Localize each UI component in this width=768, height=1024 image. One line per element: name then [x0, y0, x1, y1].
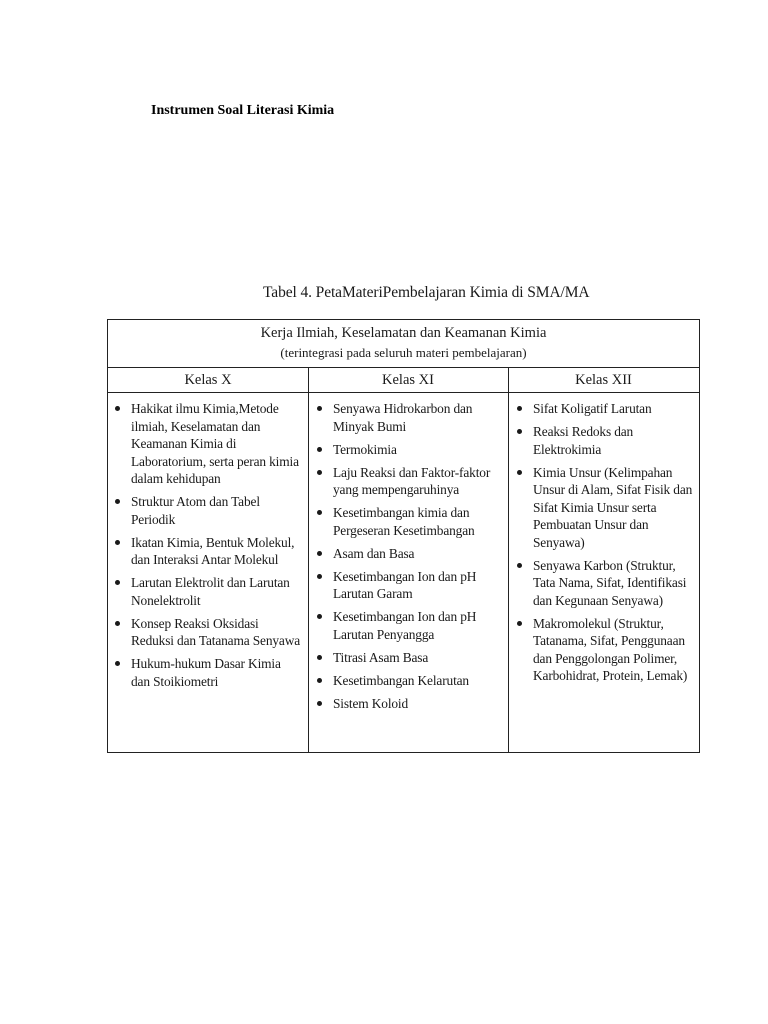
bullet-icon [517, 563, 522, 568]
list-item: Ikatan Kimia, Bentuk Molekul, dan Interaksi Antar Molekul [110, 534, 300, 569]
list-item: Struktur Atom dan Tabel Periodik [110, 493, 300, 528]
list-item: Hukum-hukum Dasar Kimia dan Stoikiometri [110, 655, 300, 690]
list-item: Sifat Koligatif Larutan [512, 400, 696, 418]
list-item: Konsep Reaksi Oksidasi Reduksi dan Tatanama Senyawa [110, 615, 300, 650]
table-banner [108, 320, 699, 368]
bullet-icon [517, 470, 522, 475]
list-item: Senyawa Karbon (Struktur, Tata Nama, Sifat, Identifikasi dan Kegunaan Senyawa) [512, 557, 696, 610]
bullet-icon [115, 499, 120, 504]
bullet-icon [317, 510, 322, 515]
list-item: Laju Reaksi dan Faktor-faktor yang mempengaruhinya [312, 464, 498, 499]
bullet-icon [317, 614, 322, 619]
bullet-icon [517, 621, 522, 626]
bullet-icon [317, 574, 322, 579]
bullet-icon [115, 661, 120, 666]
column-kelas-x [110, 400, 300, 696]
list-item: Kesetimbangan Ion dan pH Larutan Penyangga [312, 608, 498, 643]
column-header-kelas-xii: Kelas XII [575, 372, 632, 388]
bullet-icon [115, 580, 120, 585]
bullet-icon [115, 621, 120, 626]
material-map-table [107, 319, 700, 753]
list-item: Termokimia [312, 441, 498, 459]
list-item: Sistem Koloid [312, 695, 498, 713]
column-header-kelas-xi: Kelas XI [382, 372, 434, 388]
bullet-icon [115, 406, 120, 411]
list-item: Senyawa Hidrokarbon dan Minyak Bumi [312, 400, 498, 435]
list-item: Makromolekul (Struktur, Tatanama, Sifat, Penggunaan dan Penggolongan Polimer, Karbohidrat, Protein, Lemak) [512, 615, 696, 685]
column-kelas-xi [312, 400, 498, 718]
banner-title: Kerja Ilmiah, Keselamatan dan Keamanan Kimia [260, 325, 547, 341]
list-item: Asam dan Basa [312, 545, 498, 563]
bullet-icon [317, 701, 322, 706]
list-item: Kimia Unsur (Kelimpahan Unsur di Alam, Sifat Fisik dan Sifat Kimia Unsur serta Pembuatan Unsur dan Senyawa) [512, 464, 696, 552]
list-item: Titrasi Asam Basa [312, 649, 498, 667]
column-divider [308, 368, 309, 752]
bullet-icon [317, 655, 322, 660]
list-item: Hakikat ilmu Kimia,Metode ilmiah, Keselamatan dan Keamanan Kimia di Laboratorium, serta peran kimia dalam kehidupan [110, 400, 300, 488]
list-item: Kesetimbangan kimia dan Pergeseran Kesetimbangan [312, 504, 498, 539]
column-header-kelas-x: Kelas X [184, 372, 232, 388]
column-kelas-xii [512, 400, 696, 690]
bullet-icon [317, 447, 322, 452]
document-heading: Instrumen Soal Literasi Kimia [151, 103, 335, 118]
bullet-icon [317, 551, 322, 556]
column-divider [508, 368, 509, 752]
table-caption: Tabel 4. PetaMateriPembelajaran Kimia di SMA/MA [263, 284, 590, 301]
bullet-icon [317, 678, 322, 683]
bullet-icon [317, 406, 322, 411]
list-item: Larutan Elektrolit dan Larutan Nonelektrolit [110, 574, 300, 609]
bullet-icon [317, 470, 322, 475]
bullet-icon [517, 429, 522, 434]
list-item: Kesetimbangan Kelarutan [312, 672, 498, 690]
bullet-icon [115, 540, 120, 545]
column-header-row [108, 368, 699, 393]
bullet-icon [517, 406, 522, 411]
banner-subtitle: (terintegrasi pada seluruh materi pembelajaran) [280, 345, 527, 360]
list-item: Kesetimbangan Ion dan pH Larutan Garam [312, 568, 498, 603]
list-item: Reaksi Redoks dan Elektrokimia [512, 423, 696, 458]
